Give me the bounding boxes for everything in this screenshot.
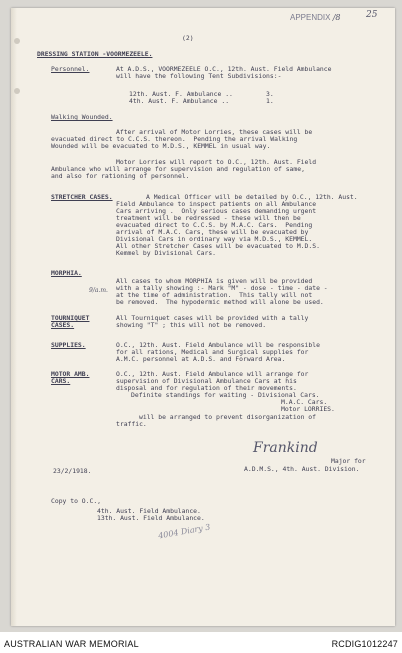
text-line: supervision of Divisional Ambulance Cars at his [116, 377, 297, 385]
copy-to-item: 4th. Aust. Field Ambulance. [97, 507, 201, 515]
text-line: A.M.C. personnel at A.D.S. and Forward Area. [116, 355, 286, 363]
text-line: O.C., 12th. Aust. Field Ambulance will arrange for [116, 370, 309, 378]
punch-hole [14, 38, 20, 44]
section-heading-motor-amb: CARS. [51, 377, 71, 385]
appendix-stamp: APPENDIX /8 [290, 13, 341, 22]
text-line: evacuated direct to C.C.S. by M.A.C. Cars. Pending [116, 221, 313, 229]
text-line: Kemmel by Divisional Cars. [116, 249, 217, 257]
footer-record-id: RCDIG1012247 [331, 639, 398, 649]
personnel-line: will have the following Tent Subdivisions:- [116, 72, 282, 80]
text-line: Cars arriving . Only serious cases demanding urgent [116, 207, 317, 215]
text-line: A Medical Officer will be detailed by O.C., 12th. Aust. [146, 193, 358, 201]
text-line: All cases to whom MORPHIA is given will be provided [116, 277, 313, 285]
text-line: Definite standings for waiting - Divisional Cars. [131, 391, 320, 399]
text-line: Motor Lorries will report to O.C., 12th. Aust. Field [116, 158, 317, 166]
handwritten-signature: Frankind [253, 440, 318, 456]
text-line: All other Stretcher Cases will be evacuated to M.D.S. [116, 242, 320, 250]
text-line: evacuated direct to C.C.S. thereon. Pending the arrival Walking [51, 135, 298, 143]
text-line: for all rations, Medical and Surgical supplies for [116, 348, 309, 356]
personnel-count: 1. [266, 97, 274, 105]
text-line: All Tourniquet cases will be provided with a tally [116, 314, 309, 322]
section-heading-personnel: Personnel. [51, 65, 90, 73]
text-line: M.A.C. Cars. [281, 398, 328, 406]
copy-to-item: 13th. Aust. Field Ambulance. [97, 514, 205, 522]
text-line: Motor LORRIES. [281, 405, 335, 413]
pencil-annotation: 4004 Diary 3 [157, 522, 211, 541]
text-line: be removed. The hypodermic method will alone be used. [116, 298, 324, 306]
text-line: disposal and for regulation of their movements. [116, 384, 297, 392]
text-line: showing "T" ; this will not be removed. [116, 321, 267, 329]
margin-note: 9/a.m. [89, 287, 108, 294]
text-line: will be arranged to prevent disorganization of [139, 413, 316, 421]
document-page [11, 8, 395, 626]
text-line: treatment will be redressed - these will then be [116, 214, 301, 222]
signature-role: A.D.M.S., 4th. Aust. Division. [244, 465, 360, 473]
personnel-count: 3. [266, 90, 274, 98]
footer-archive-name: AUSTRALIAN WAR MEMORIAL [4, 639, 139, 649]
section-heading-stretcher-cases: STRETCHER CASES. [51, 193, 113, 201]
text-line: Divisional Cars in ordinary way via M.D.S., KEMMEL. [116, 235, 313, 243]
text-line: with a tally showing :- Mark "M" - dose - time - date - [116, 284, 328, 292]
section-heading-motor-amb: MOTOR AMB. [51, 370, 90, 378]
text-line: O.C., 12th. Aust. Field Ambulance will be responsible [116, 341, 320, 349]
text-line: After arrival of Motor Lorries, these cases will be [116, 128, 313, 136]
text-line: at the time of administration. This tally will not [116, 291, 313, 299]
folio-number: 25 [366, 10, 378, 20]
personnel-row: 4th. Aust. F. Ambulance .. [129, 97, 230, 105]
section-heading-tourniquet: TOURNIQUET [51, 314, 90, 322]
text-line: arrival of M.A.C. Cars, these will be evacuated by [116, 228, 309, 236]
text-line: Wounded will be evacuated to M.D.S., KEMMEL in usual way. [51, 142, 271, 150]
section-heading-morphia: MORPHIA. [51, 269, 82, 277]
document-date: 23/2/1918. [53, 467, 92, 475]
signature-rank: Major for [331, 457, 366, 465]
page-number: (2) [182, 34, 194, 42]
text-line: traffic. [116, 420, 147, 428]
section-heading-walking-wounded: Walking Wounded. [51, 113, 113, 121]
section-heading-tourniquet: CASES. [51, 321, 75, 329]
text-line: and also for rationing of personnel. [51, 172, 190, 180]
personnel-row: 12th. Aust. F. Ambulance .. [129, 90, 233, 98]
section-heading-supplies: SUPPLIES. [51, 341, 86, 349]
copy-to-label: Copy to O.C., [51, 497, 102, 505]
document-title: DRESSING STATION -VOORMEZEELE. [37, 50, 153, 58]
text-line: Ambulance who will arrange for supervision and regulation of same, [51, 165, 305, 173]
punch-hole [14, 88, 20, 94]
text-line: Field Ambulance to inspect patients on all Ambulance [116, 200, 317, 208]
personnel-line: At A.D.S., VOORMEZEELE O.C., 12th. Aust. Field Ambulance [116, 65, 332, 73]
